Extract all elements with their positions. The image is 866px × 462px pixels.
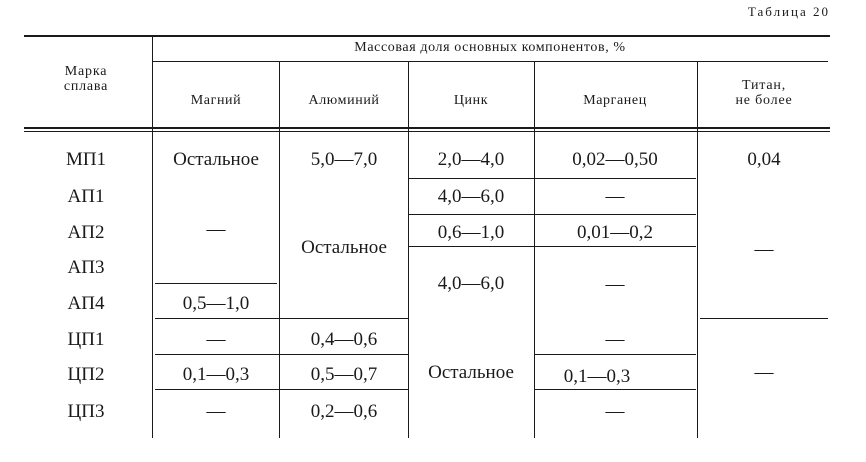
header-group: Массовая доля основных компонентов, % <box>354 40 626 55</box>
cell-ap2-manganese: 0,01—0,2 <box>577 222 653 243</box>
cell-cp-zinc: Остальное <box>428 362 514 383</box>
cell-ap-aluminum: Остальное <box>301 237 387 258</box>
header-bottom-rule <box>24 127 830 129</box>
row-sep <box>408 214 696 215</box>
header-magnesium: Магний <box>190 93 242 108</box>
header-grade: Марка сплава <box>63 64 109 94</box>
header-manganese: Марганец <box>583 93 647 108</box>
header-titanium: Титан, не более <box>735 78 793 108</box>
header-zinc: Цинк <box>453 93 489 108</box>
row-sep <box>534 354 696 355</box>
cell-mp1-manganese: 0,02—0,50 <box>572 149 658 170</box>
cell-ap34-manganese: — <box>605 274 625 295</box>
cell-cp3-aluminum: 0,2—0,6 <box>310 401 378 422</box>
cell-cp3-magnesium: — <box>206 401 226 422</box>
header-group-rule <box>152 61 828 62</box>
cell-cp2-magnesium: 0,1—0,3 <box>182 364 250 385</box>
header-aluminum: Алюминий <box>308 93 380 108</box>
cell-cp2-manganese: 0,1—0,3 <box>563 366 631 387</box>
row-sep <box>408 246 696 247</box>
grade-label: АП1 <box>67 186 105 207</box>
cell-mp1-titanium: 0,04 <box>747 149 781 170</box>
cell-cp1-aluminum: 0,4—0,6 <box>310 329 378 350</box>
cell-cp1-magnesium: — <box>206 329 226 350</box>
cell-ap-magnesium: — <box>206 219 226 240</box>
cell-ap2-zinc: 0,6—1,0 <box>437 222 505 243</box>
table-top-rule <box>24 35 830 37</box>
cell-mp1-magnesium: Остальное <box>173 149 259 170</box>
cell-mp1-zinc: 2,0—4,0 <box>437 149 505 170</box>
cell-mp1-aluminum: 5,0—7,0 <box>310 149 378 170</box>
grade-label: АП3 <box>67 257 105 278</box>
row-sep <box>534 389 696 390</box>
col-sep <box>534 61 535 438</box>
cell-cp-titanium: — <box>754 362 774 383</box>
row-sep <box>155 389 408 390</box>
col-sep <box>152 36 153 438</box>
cell-cp3-manganese: — <box>605 401 625 422</box>
grade-label: МП1 <box>65 149 107 170</box>
cell-ap1-manganese: — <box>605 186 625 207</box>
col-sep <box>279 61 280 438</box>
grade-label: АП4 <box>67 293 105 314</box>
cell-ap4-magnesium: 0,5—1,0 <box>182 293 250 314</box>
grade-label: ЦП3 <box>67 401 105 422</box>
row-sep <box>408 178 696 179</box>
cell-cp2-aluminum: 0,5—0,7 <box>310 364 378 385</box>
header-bottom-rule-2 <box>24 131 830 132</box>
grade-label: ЦП2 <box>67 364 105 385</box>
col-sep <box>697 61 698 438</box>
row-sep <box>155 354 408 355</box>
row-sep <box>155 318 408 319</box>
row-sep <box>155 283 277 284</box>
row-sep <box>700 318 828 319</box>
cell-cp1-manganese: — <box>605 329 625 350</box>
cell-ap1-zinc: 4,0—6,0 <box>437 186 505 207</box>
grade-label: АП2 <box>67 222 105 243</box>
col-sep <box>408 61 409 438</box>
cell-ap-titanium: — <box>754 239 774 260</box>
grade-label: ЦП1 <box>67 329 105 350</box>
table-caption: Таблица 20 <box>747 4 830 19</box>
cell-ap34-zinc: 4,0—6,0 <box>437 273 505 294</box>
